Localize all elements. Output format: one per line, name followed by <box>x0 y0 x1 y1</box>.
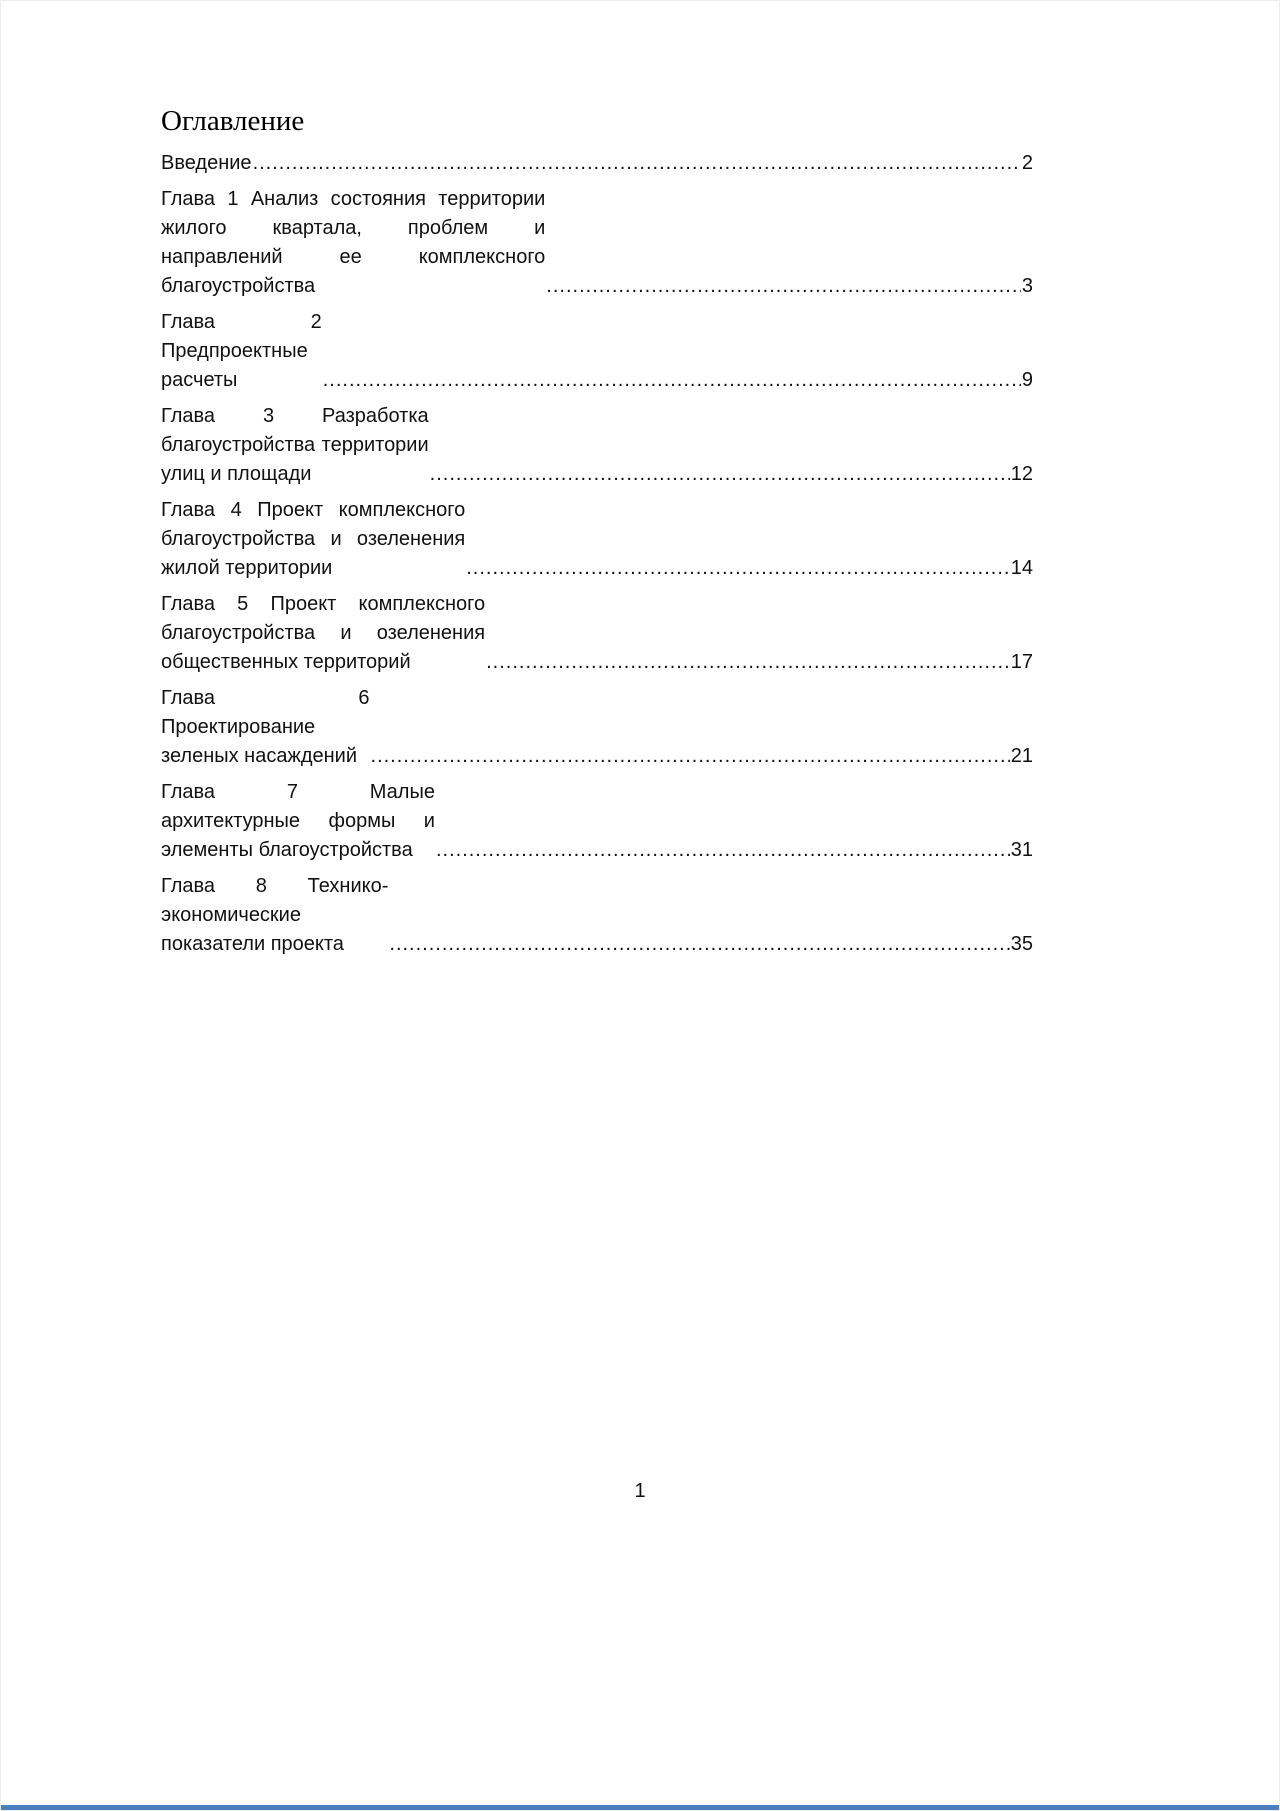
toc-entry-page-number: 35 <box>1010 933 1033 955</box>
toc-entry-label: Глава 1 Анализ состояния территории жилого квартала, проблем и направлений ее комплексного благоустройства <box>161 188 546 297</box>
toc-entry-page-number: 9 <box>1021 369 1033 391</box>
bottom-accent-line <box>1 1805 1279 1810</box>
toc-entry-label: Глава 6 Проектирование зеленых насаждений <box>161 687 370 767</box>
toc-entry[interactable] <box>161 496 1033 583</box>
toc-entry-page-number: 21 <box>1010 745 1033 767</box>
toc-dot-leader <box>253 149 1021 178</box>
toc-entry[interactable] <box>161 684 1033 771</box>
toc-entry-page-number: 12 <box>1010 463 1033 485</box>
toc-dot-leader <box>430 460 1010 489</box>
toc-dot-leader <box>436 836 1010 865</box>
toc-dot-leader <box>486 648 1010 677</box>
toc-dot-leader <box>389 930 1009 959</box>
toc-entry[interactable] <box>161 872 1033 959</box>
toc-entry-label: Глава 7 Малые архитектурные формы и элементы благоустройства <box>161 781 435 861</box>
toc-entry-page-number: 3 <box>1021 275 1033 297</box>
toc-entry-label: Глава 2 Предпроектные расчеты <box>161 311 322 391</box>
toc-heading: Оглавление <box>161 105 305 137</box>
page-number-footer: 1 <box>634 1480 646 1502</box>
toc-entry-page-number: 17 <box>1010 651 1033 673</box>
toc-entry[interactable] <box>161 590 1033 677</box>
toc-entry[interactable] <box>161 185 1033 301</box>
toc-dot-leader <box>546 272 1021 301</box>
toc-entry-label: Введение <box>161 152 252 174</box>
toc-dot-leader <box>323 366 1021 395</box>
toc-entry-label: Глава 5 Проект комплексного благоустройства и озеленения общественных территорий <box>161 593 486 673</box>
toc-entry[interactable] <box>161 402 1033 489</box>
toc-list <box>161 149 1033 959</box>
toc-entry-page-number: 2 <box>1021 152 1033 174</box>
toc-entry[interactable] <box>161 149 1033 178</box>
toc-entry[interactable] <box>161 778 1033 865</box>
toc-dot-leader <box>466 554 1010 583</box>
toc-entry-label: Глава 8 Технико-экономические показатели проекта <box>161 875 389 955</box>
toc-entry-label: Глава 3 Разработка благоустройства территории улиц и площади <box>161 405 429 485</box>
toc-entry-label: Глава 4 Проект комплексного благоустройства и озеленения жилой территории <box>161 499 466 579</box>
toc-section <box>161 104 1033 966</box>
toc-entry[interactable] <box>161 308 1033 395</box>
toc-dot-leader <box>371 742 1010 771</box>
toc-entry-page-number: 31 <box>1010 839 1033 861</box>
toc-entry-page-number: 14 <box>1010 557 1033 579</box>
